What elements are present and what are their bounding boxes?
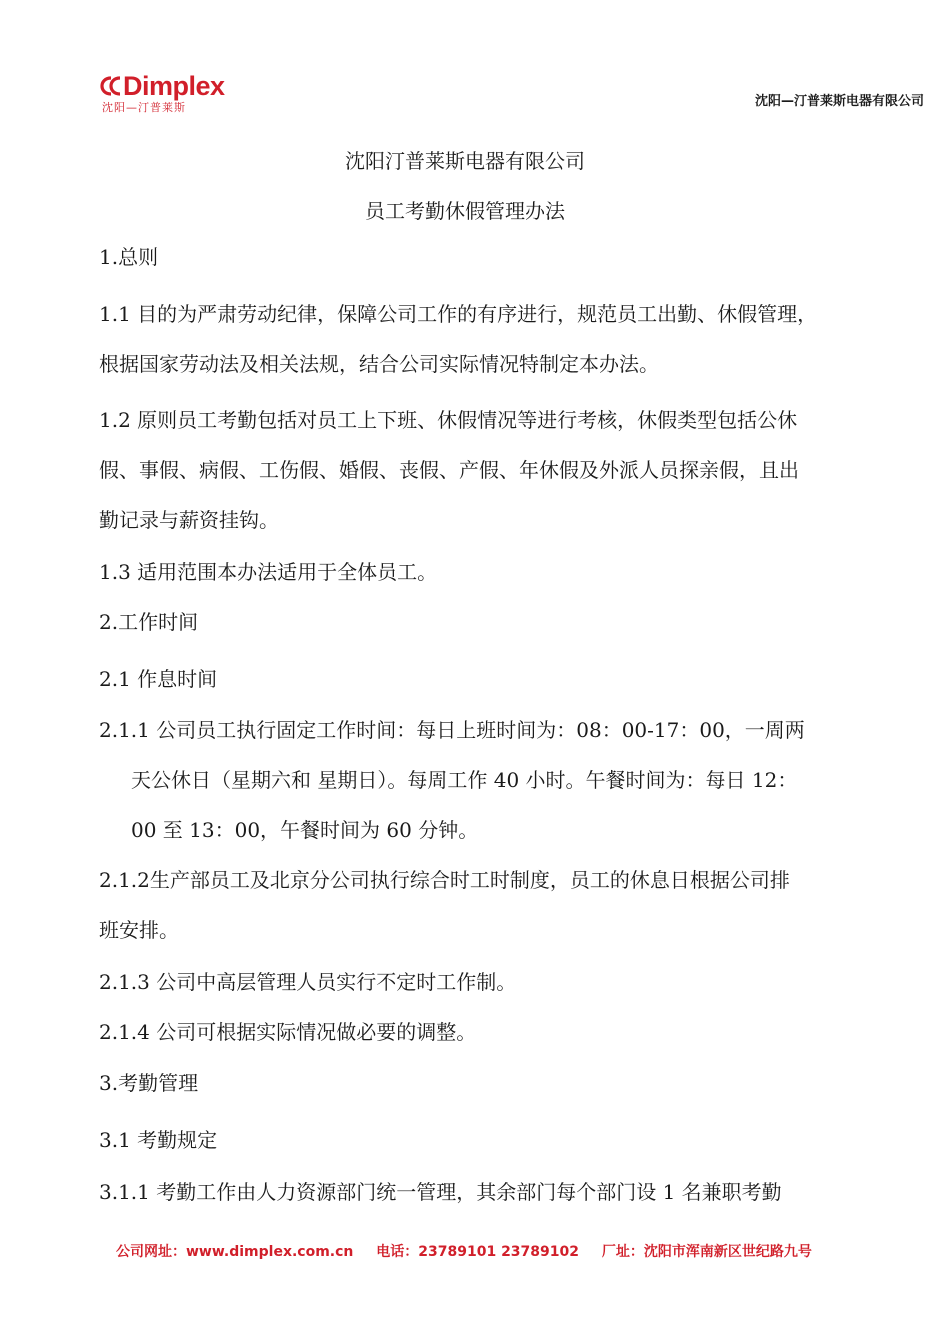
subsection-heading: 3.1 考勤规定: [99, 1128, 218, 1152]
body-line: 根据国家劳动法及相关法规，结合公司实际情况特制定本办法。: [99, 352, 659, 376]
subsection-heading: 2.1 作息时间: [99, 667, 218, 691]
body-line: 1.1 目的为严肃劳动纪律，保障公司工作的有序进行，规范员工出勤、休假管理，: [99, 302, 818, 326]
body-line: 3.1.1 考勤工作由人力资源部门统一管理，其余部门每个部门设 1 名兼职考勤: [99, 1180, 782, 1204]
body-line: 2.1.3 公司中高层管理人员实行不定时工作制。: [99, 970, 517, 994]
body-line: 1.2 原则员工考勤包括对员工上下班、休假情况等进行考核，休假类型包括公休: [99, 408, 798, 432]
section-heading: 3.考勤管理: [99, 1071, 199, 1095]
logo-text: Dimplex: [123, 71, 225, 101]
section-heading: 2.工作时间: [99, 610, 199, 634]
body-line: 假、事假、病假、工伤假、婚假、丧假、产假、年休假及外派人员探亲假，且出: [99, 458, 799, 482]
dimplex-flame-icon: [100, 75, 122, 97]
body-line: 1.3 适用范围本办法适用于全体员工。: [99, 560, 438, 584]
section-heading: 1.总则: [99, 245, 159, 269]
logo-wordmark: [100, 72, 225, 100]
header-company-name: 沈阳—汀普莱斯电器有限公司: [754, 94, 924, 109]
body-line: 00 至 13：00，午餐时间为 60 分钟。: [131, 818, 479, 842]
footer-phone: 电话：23789101 23789102: [376, 1244, 579, 1260]
footer-address: 厂址：沈阳市浑南新区世纪路九号: [601, 1244, 812, 1260]
body-line: 2.1.2生产部员工及北京分公司执行综合时工时制度，员工的休息日根据公司排: [99, 868, 790, 892]
company-title: 沈阳汀普莱斯电器有限公司: [345, 149, 585, 173]
body-line: 班安排。: [99, 918, 179, 942]
logo-subtext: 沈阳—汀普莱斯: [102, 101, 186, 114]
document-title: 员工考勤休假管理办法: [365, 199, 565, 223]
body-line: 2.1.1 公司员工执行固定工作时间：每日上班时间为：08：00-17：00，一周两: [99, 718, 805, 742]
body-line: 天公休日（星期六和 星期日）。每周工作 40 小时。午餐时间为：每日 12：: [131, 768, 798, 792]
body-line: 勤记录与薪资挂钩。: [99, 508, 279, 532]
body-line: 2.1.4 公司可根据实际情况做必要的调整。: [99, 1020, 477, 1044]
page-footer: [116, 1241, 830, 1261]
company-logo: [100, 72, 232, 114]
footer-website: 公司网址：www.dimplex.com.cn: [116, 1244, 354, 1260]
